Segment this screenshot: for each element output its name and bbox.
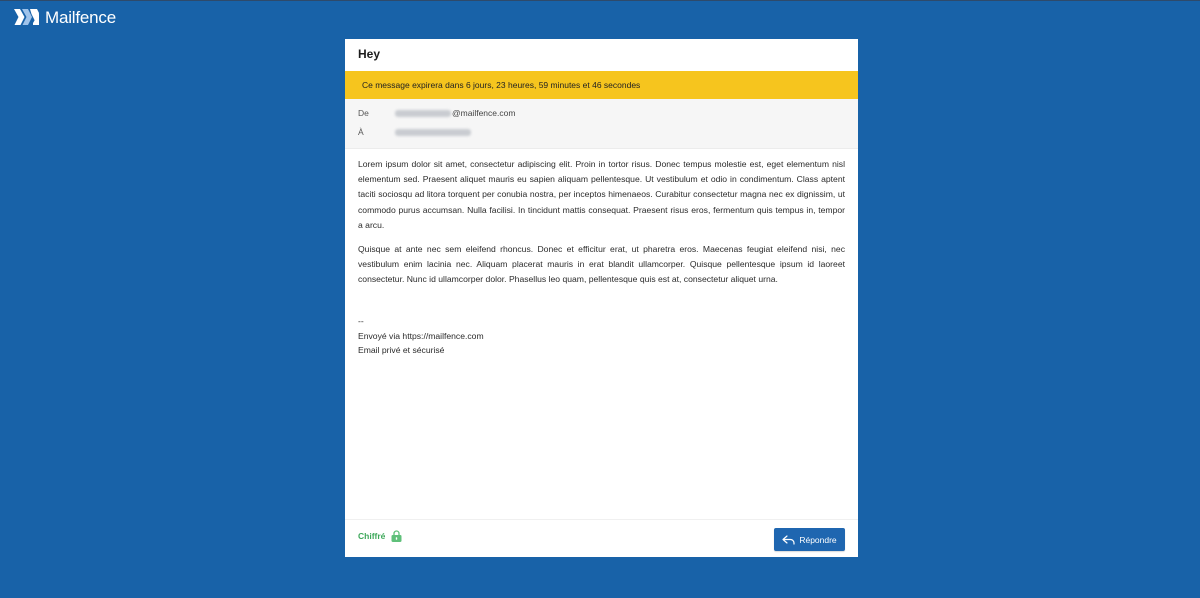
from-address xyxy=(395,108,515,118)
expiry-notice: Ce message expirera dans 6 jours, 23 heures, 59 minutes et 46 secondes xyxy=(362,80,641,90)
message-header xyxy=(345,99,858,149)
signature-separator: -- xyxy=(358,316,364,326)
body-paragraph: Quisque at ante nec sem eleifend rhoncus. Donec et efficitur erat, ut pharetra eros. Maecenas feugiat eleifend nisi, nec vestibulum enim lacinia nec. Aliquam placerat mauris in erat blandit ullamcorper. Quisque pellentesque ipsum id laoreet consectetur. Nunc id ullamcorper dolor. Phasellus leo quam, pellentesque quis est at, consectetur aliquet urna. xyxy=(358,244,845,285)
message-card xyxy=(345,39,858,557)
brand-logo[interactable] xyxy=(13,6,116,30)
from-label: De xyxy=(358,108,369,118)
signature-line-1: Envoyé via https://mailfence.com xyxy=(358,330,484,341)
reply-label: Répondre xyxy=(799,534,837,545)
message-body xyxy=(358,157,845,297)
lock-icon xyxy=(391,530,402,542)
signature-line-2: Email privé et sécurisé xyxy=(358,345,445,356)
mailfence-logo-icon xyxy=(13,7,40,29)
expiry-banner xyxy=(345,71,858,99)
body-paragraph: Lorem ipsum dolor sit amet, consectetur adipiscing elit. Proin in tortor risus. Donec tempus molestie est, eget elementum nisl elementum sed. Praesent aliquet mauris eu sapien aliquam pellentesque. Ut vestibulum et odio in condimentum. Class aptent taciti sociosqu ad litora torquent per conubia nostra, per inceptos himenaeos. Curabitur consectetur magna nec ex dignissim, ut commodo purus accumsan. Nulla facilisi. In tincidunt mattis consequat. Praesent risus eros, fermentum quis tempus in, tempor a arcu. xyxy=(358,159,845,230)
redacted-recipient xyxy=(395,129,471,136)
reply-button[interactable] xyxy=(774,528,845,551)
encrypted-label: Chiffré xyxy=(358,531,386,541)
redacted-username xyxy=(395,110,451,117)
top-border xyxy=(0,0,1200,1)
encrypted-status xyxy=(358,530,402,542)
to-address xyxy=(395,127,472,137)
from-domain: @mailfence.com xyxy=(452,108,516,118)
footer-divider xyxy=(345,519,858,520)
message-signature xyxy=(358,314,484,358)
to-label: À xyxy=(358,127,364,137)
message-subject: Hey xyxy=(358,47,381,61)
brand-name: Mailfence xyxy=(45,8,116,27)
reply-icon xyxy=(782,535,795,545)
